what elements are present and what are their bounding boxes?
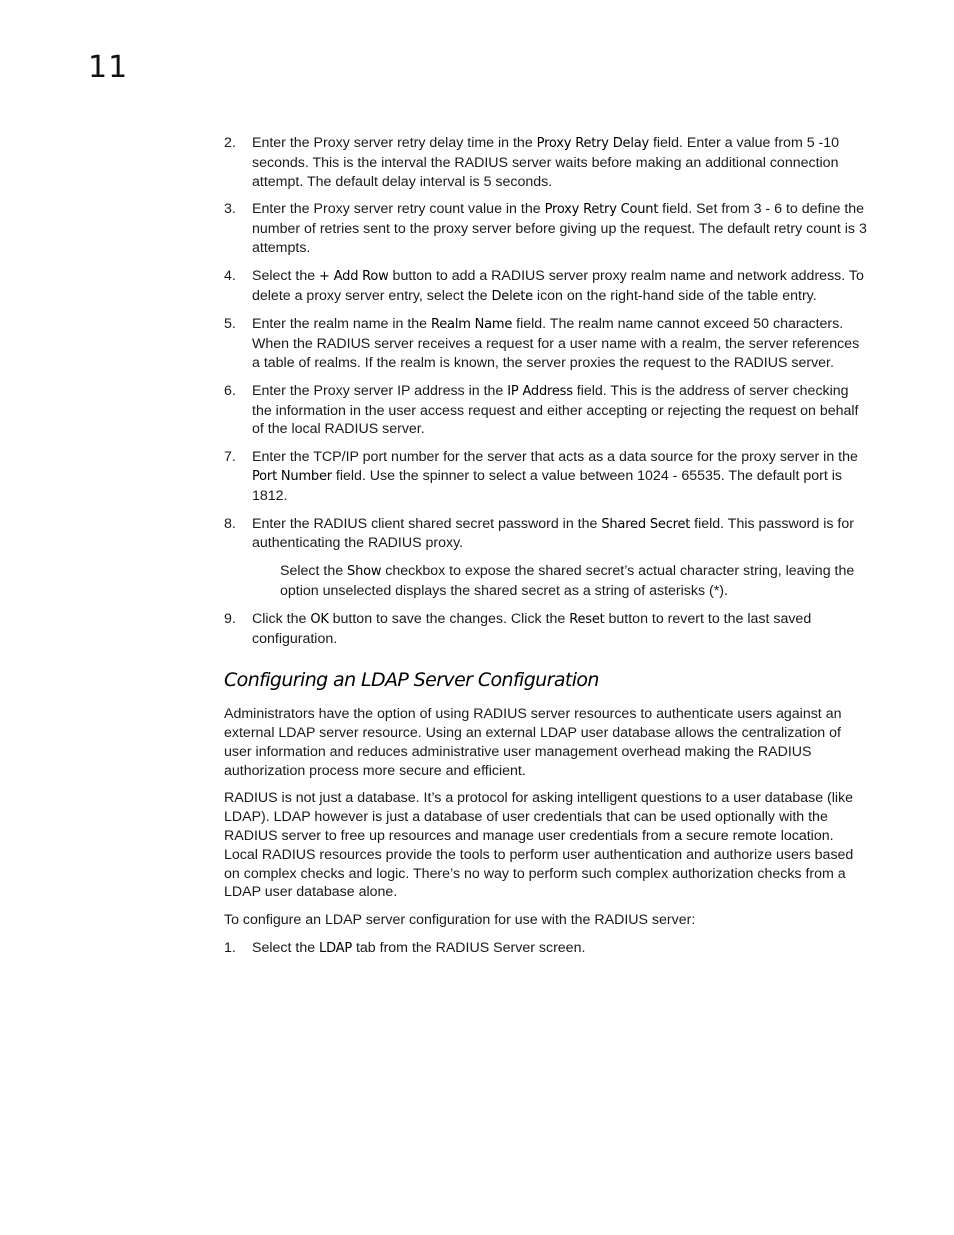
- step-text: Enter the Proxy server retry delay time in the: [252, 135, 537, 151]
- list-item: [224, 610, 870, 649]
- ui-term: Show: [347, 564, 382, 580]
- step-text: Enter the Proxy server IP address in the: [252, 382, 508, 399]
- step-text: Click the: [252, 610, 311, 627]
- step-text: button to save the changes. Click the: [328, 610, 570, 627]
- ui-term: IP Address: [507, 383, 573, 399]
- step-text: button to revert to the last saved configuration.: [252, 610, 812, 647]
- note-text: Select the: [280, 563, 348, 580]
- ui-term: Port Number: [252, 468, 332, 484]
- step-text: field. This password is for authenticating the RADIUS proxy.: [252, 515, 854, 552]
- ui-term: Delete: [491, 288, 533, 304]
- step-number: 7.: [224, 449, 236, 466]
- step-text: icon on the right-hand side of the table entry.: [532, 287, 817, 304]
- list-item: [224, 200, 870, 257]
- list-item: [224, 515, 870, 554]
- step-text: Enter the realm name in the: [252, 316, 432, 333]
- ui-term: Proxy Retry Count: [544, 202, 659, 218]
- list-item: [224, 448, 870, 505]
- ui-term: Proxy Retry Delay: [536, 136, 649, 151]
- step-text: button to add a RADIUS server proxy realm name and network address. To delete a proxy server entry, select the: [252, 267, 864, 304]
- step-text: tab from the RADIUS Server screen.: [352, 939, 586, 956]
- step-text: field. Set from 3 - 6 to define the number of retries sent to the proxy server before giving up the request. The default retry count is 3 attempts.: [252, 201, 867, 256]
- paragraph: RADIUS is not just a database. It’s a protocol for asking intelligent questions to a user database (like LDAP). LDAP however is just a database of user credentials that can be used optionally with the RADIUS server to free up resources and manage user credentials from a secure remote location. Local RADIUS resources provide the tools to perform user authentication and authorize users based on complex checks and logic. There’s no way to perform such complex authorization checks from a LDAP user database alone.: [224, 790, 854, 901]
- chapter-number: 11: [88, 50, 129, 85]
- ui-term: OK: [310, 611, 329, 627]
- list-item: [224, 134, 870, 191]
- paragraph: To configure an LDAP server configuration for use with the RADIUS server:: [224, 912, 696, 929]
- step-number: 8.: [224, 515, 236, 532]
- step-text: field. Use the spinner to select a value between 1024 - 65535. The default port is 1812.: [252, 467, 842, 504]
- note-text: checkbox to expose the shared secret’s actual character string, leaving the option unselected displays the shared secret as a string of asterisks (*).: [280, 563, 855, 599]
- ui-term: + Add Row: [319, 268, 389, 284]
- step-text: Enter the Proxy server retry count value in the: [252, 201, 545, 218]
- step-number: 4.: [224, 267, 236, 284]
- step-number: 1.: [224, 939, 236, 956]
- list-item: [224, 267, 870, 307]
- step-note: [224, 562, 870, 601]
- step-number: 2.: [224, 135, 236, 151]
- step-number: 9.: [224, 610, 236, 627]
- ui-term: Realm Name: [431, 317, 513, 333]
- section-heading: Configuring an LDAP Server Configuration: [224, 669, 599, 692]
- paragraph: Administrators have the option of using RADIUS server resources to authenticate users against an external LDAP server resource. Using an external LDAP user database allows the centralization of user information and reduces administrative user management overhead making the RADIUS authorization process more secure and efficient.: [224, 706, 842, 779]
- ui-term: LDAP: [319, 940, 353, 956]
- step-text: field. This is the address of server checking the information in the user access request and either accepting or rejecting the request on behalf of the local RADIUS server.: [252, 382, 859, 438]
- step-text: Select the: [252, 939, 320, 956]
- step-text: Select the: [252, 267, 320, 284]
- step-text: Enter the RADIUS client shared secret password in the: [252, 515, 602, 532]
- step-text: field. Enter a value from 5 -10 seconds. This is the interval the RADIUS server waits before making an additional connection attempt. The default delay interval is 5 seconds.: [252, 135, 840, 190]
- page-content: [224, 134, 870, 968]
- list-item: [224, 382, 870, 439]
- ui-term: Shared Secret: [601, 516, 691, 532]
- ui-term: Reset: [569, 611, 605, 627]
- step-number: 5.: [224, 316, 236, 333]
- step-text: field. The realm name cannot exceed 50 characters. When the RADIUS server receives a request for a user name with a realm, the server references a table of realms. If the realm is known, the server proxies the request to the RADIUS server.: [252, 316, 860, 371]
- step-number: 6.: [224, 382, 236, 399]
- step-text: Enter the TCP/IP port number for the server that acts as a data source for the proxy server in the: [252, 449, 858, 466]
- list-item: [224, 315, 870, 372]
- list-item: [224, 939, 870, 959]
- step-number: 3.: [224, 201, 236, 218]
